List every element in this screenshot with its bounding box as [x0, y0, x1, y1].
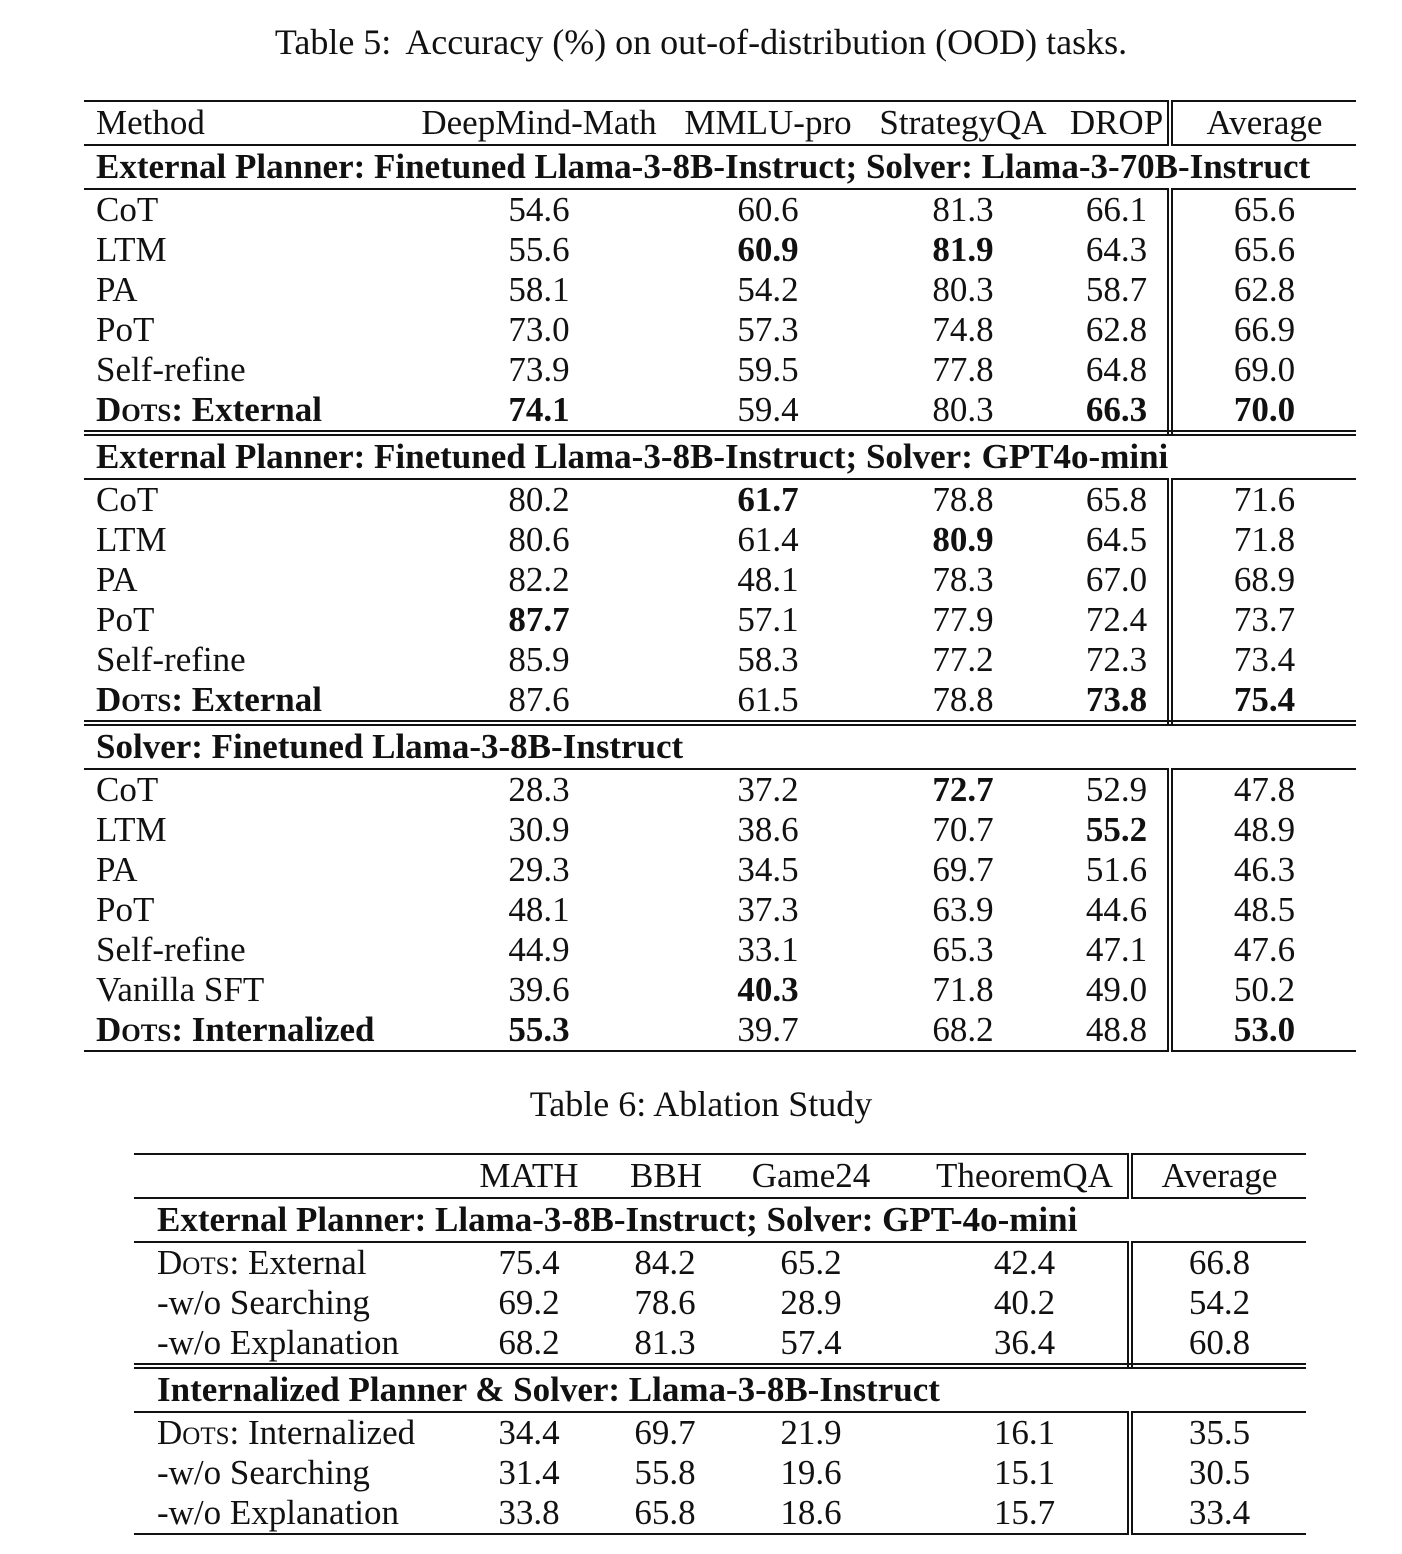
value-cell: 78.3 [932, 560, 994, 599]
value-cell: 78.8 [932, 480, 994, 519]
value-cell: 69.0 [1233, 350, 1296, 389]
value-cell: 61.4 [737, 520, 799, 559]
method-cell: CoT [96, 190, 159, 229]
value-cell: 30.9 [508, 810, 570, 849]
value-cell: 72.4 [1066, 600, 1170, 640]
value-cell: 54.6 [508, 190, 570, 229]
column-header: BBH [630, 1154, 700, 1198]
column-header: Method [84, 101, 402, 145]
value-cell: 60.8 [1130, 1323, 1306, 1366]
value-cell: 37.3 [737, 890, 799, 929]
section-title: External Planner: Finetuned Llama-3-8B-Instruct; Solver: GPT4o-mini [84, 433, 1356, 479]
column-header: Game24 [700, 1154, 922, 1198]
value-cell: 39.7 [676, 1010, 860, 1051]
method-cell: CoT [96, 770, 159, 809]
value-cell: 70.0 [1170, 390, 1356, 433]
table5 [84, 100, 1356, 1052]
method-cell: -w/o Searching [157, 1283, 370, 1322]
value-cell: 62.8 [1233, 270, 1296, 309]
value-cell: 69.2 [498, 1283, 560, 1322]
table-row [84, 600, 1356, 640]
value-cell: 19.6 [780, 1453, 842, 1492]
value-cell: 15.1 [922, 1453, 1130, 1493]
value-cell: 68.2 [428, 1323, 630, 1366]
method-cell [134, 1412, 428, 1453]
value-cell: 42.4 [922, 1242, 1130, 1283]
value-cell: 55.8 [634, 1453, 696, 1492]
method-cell: PoT [96, 600, 155, 639]
value-cell: 68.2 [860, 1010, 1066, 1051]
table-row [84, 970, 1356, 1010]
table-row [84, 930, 1356, 970]
column-header: Average [1130, 1154, 1306, 1198]
value-cell: 69.7 [932, 850, 994, 889]
value-cell: 66.3 [1066, 390, 1170, 433]
value-cell: 60.6 [737, 190, 799, 229]
value-cell: 48.5 [1233, 890, 1296, 929]
value-cell: 73.7 [1233, 600, 1296, 639]
table-row [84, 189, 1356, 230]
value-cell: 71.6 [1233, 480, 1296, 519]
table-row [84, 810, 1356, 850]
table5-caption [0, 22, 1402, 62]
method-cell [84, 390, 402, 433]
value-cell: 64.8 [1066, 350, 1170, 390]
value-cell: 48.1 [737, 560, 799, 599]
value-cell: 74.1 [402, 390, 676, 433]
value-cell: 85.9 [508, 640, 570, 679]
value-cell: 40.3 [737, 970, 799, 1009]
table-row [134, 1493, 1306, 1534]
value-cell: 47.1 [1066, 930, 1170, 970]
method-name-prefix: Dots [157, 1413, 230, 1452]
value-cell: 52.9 [1066, 769, 1170, 810]
method-name-prefix: Dots [157, 1243, 230, 1282]
value-cell: 69.7 [634, 1413, 696, 1452]
column-header: MMLU-pro [676, 101, 860, 145]
value-cell: 80.2 [508, 480, 570, 519]
value-cell: 28.9 [780, 1283, 842, 1322]
value-cell: 72.3 [1066, 640, 1170, 680]
value-cell: 54.2 [737, 270, 799, 309]
table-row [84, 560, 1356, 600]
table-row [134, 1283, 1306, 1323]
method-cell: PoT [96, 890, 155, 929]
table5-caption-text: Accuracy (%) on out-of-distribution (OOD) tasks. [405, 22, 1128, 62]
value-cell: 49.0 [1066, 970, 1170, 1010]
table-row [84, 850, 1356, 890]
method-name-suffix: : Internalized [171, 1010, 375, 1049]
method-cell: LTM [96, 520, 167, 559]
value-cell: 65.8 [1066, 479, 1170, 520]
method-name-suffix: : External [171, 680, 322, 719]
method-cell: Self-refine [96, 640, 246, 679]
section-header-row [84, 723, 1356, 769]
table-row [84, 1010, 1356, 1051]
method-cell [84, 1010, 402, 1051]
table-row [134, 1453, 1306, 1493]
value-cell: 35.5 [1188, 1413, 1251, 1452]
table-row [134, 1412, 1306, 1453]
method-cell: Self-refine [96, 350, 246, 389]
value-cell: 64.3 [1066, 230, 1170, 270]
section-title: External Planner: Finetuned Llama-3-8B-Instruct; Solver: Llama-3-70B-Instruct [84, 145, 1356, 189]
value-cell: 71.8 [932, 970, 994, 1009]
value-cell: 47.6 [1233, 930, 1296, 969]
value-cell: 28.3 [508, 770, 570, 809]
value-cell: 87.7 [508, 600, 570, 639]
value-cell: 63.9 [932, 890, 994, 929]
value-cell: 77.9 [932, 600, 994, 639]
table-row [84, 270, 1356, 310]
value-cell: 87.6 [402, 680, 676, 723]
value-cell: 37.2 [737, 770, 799, 809]
value-cell: 53.0 [1170, 1010, 1356, 1051]
method-cell: CoT [96, 480, 159, 519]
value-cell: 73.4 [1233, 640, 1296, 679]
table6-caption: Table 6: Ablation Study [529, 1084, 873, 1124]
value-cell: 57.4 [700, 1323, 922, 1366]
section-title: Internalized Planner & Solver: Llama-3-8B-Instruct [134, 1366, 1306, 1412]
value-cell: 80.9 [932, 520, 994, 559]
value-cell: 67.0 [1066, 560, 1170, 600]
value-cell: 33.8 [428, 1493, 630, 1534]
value-cell: 66.9 [1233, 310, 1296, 349]
table-row [84, 230, 1356, 270]
value-cell: 18.6 [700, 1493, 922, 1534]
value-cell: 60.9 [737, 230, 799, 269]
value-cell: 81.9 [932, 230, 994, 269]
value-cell: 78.6 [634, 1283, 696, 1322]
value-cell: 55.6 [508, 230, 570, 269]
value-cell: 71.8 [1233, 520, 1296, 559]
value-cell: 84.2 [634, 1243, 696, 1282]
value-cell: 80.3 [860, 390, 1066, 433]
value-cell: 58.1 [508, 270, 570, 309]
value-cell: 61.7 [737, 480, 799, 519]
table-row [134, 1242, 1306, 1283]
value-cell: 34.4 [498, 1413, 560, 1452]
method-name-prefix: Dots [96, 680, 172, 719]
value-cell: 80.6 [508, 520, 570, 559]
section-header-row [84, 145, 1356, 189]
value-cell: 44.9 [508, 930, 570, 969]
value-cell: 72.7 [932, 770, 994, 809]
value-cell: 38.6 [737, 810, 799, 849]
value-cell: 80.3 [932, 270, 994, 309]
value-cell: 68.9 [1233, 560, 1296, 599]
value-cell: 77.8 [932, 350, 994, 389]
table-row [84, 479, 1356, 520]
value-cell: 66.8 [1188, 1243, 1251, 1282]
method-cell [134, 1242, 428, 1283]
header-row [134, 1154, 1306, 1198]
value-cell: 73.9 [508, 350, 570, 389]
value-cell: 29.3 [508, 850, 570, 889]
value-cell: 65.8 [630, 1493, 700, 1534]
table-row [84, 310, 1356, 350]
method-cell: -w/o Explanation [134, 1493, 428, 1534]
value-cell: 15.7 [922, 1493, 1130, 1534]
method-cell: -w/o Searching [157, 1453, 370, 1492]
table-row [84, 769, 1356, 810]
value-cell: 61.5 [676, 680, 860, 723]
value-cell: 21.9 [780, 1413, 842, 1452]
method-name-suffix: : External [171, 390, 322, 429]
method-cell [84, 680, 402, 723]
table5-caption-label: Table 5: [274, 22, 392, 62]
column-header: TheoremQA [922, 1154, 1130, 1198]
value-cell: 51.6 [1066, 850, 1170, 890]
section-header-row [134, 1198, 1306, 1242]
value-cell: 82.2 [508, 560, 570, 599]
value-cell: 57.1 [737, 600, 799, 639]
column-header [134, 1154, 428, 1198]
method-cell: Vanilla SFT [96, 970, 265, 1009]
value-cell: 44.6 [1066, 890, 1170, 930]
value-cell: 74.8 [932, 310, 994, 349]
value-cell: 48.9 [1233, 810, 1296, 849]
value-cell: 75.4 [1170, 680, 1356, 723]
value-cell: 55.2 [1066, 810, 1170, 850]
method-name-suffix: : External [229, 1243, 367, 1282]
value-cell: 78.8 [860, 680, 1066, 723]
column-header: DeepMind-Math [402, 101, 676, 145]
section-title: External Planner: Llama-3-8B-Instruct; Solver: GPT-4o-mini [134, 1198, 1306, 1242]
column-header: Average [1170, 101, 1356, 145]
table-row [134, 1323, 1306, 1366]
method-cell: LTM [96, 810, 167, 849]
value-cell: 65.3 [932, 930, 994, 969]
method-cell: PA [96, 850, 138, 889]
method-cell: -w/o Explanation [134, 1323, 428, 1366]
value-cell: 58.7 [1066, 270, 1170, 310]
value-cell: 75.4 [498, 1243, 560, 1282]
value-cell: 40.2 [922, 1283, 1130, 1323]
value-cell: 59.4 [676, 390, 860, 433]
method-cell: PA [96, 560, 138, 599]
table6 [134, 1153, 1306, 1535]
value-cell: 73.0 [508, 310, 570, 349]
header-row [84, 101, 1356, 145]
value-cell: 34.5 [737, 850, 799, 889]
table-row [84, 640, 1356, 680]
value-cell: 31.4 [498, 1453, 560, 1492]
table-row [84, 520, 1356, 560]
value-cell: 48.1 [508, 890, 570, 929]
value-cell: 64.5 [1066, 520, 1170, 560]
column-header: StrategyQA [860, 101, 1066, 145]
table-row [84, 890, 1356, 930]
value-cell: 55.3 [402, 1010, 676, 1051]
value-cell: 65.6 [1233, 230, 1296, 269]
method-cell: PoT [96, 310, 155, 349]
section-header-row [84, 433, 1356, 479]
method-cell: LTM [96, 230, 167, 269]
value-cell: 33.1 [737, 930, 799, 969]
value-cell: 65.6 [1233, 190, 1296, 229]
value-cell: 36.4 [922, 1323, 1130, 1366]
method-name-suffix: : Internalized [229, 1413, 416, 1452]
value-cell: 57.3 [737, 310, 799, 349]
column-header: DROP [1066, 101, 1170, 145]
method-cell: PA [96, 270, 138, 309]
value-cell: 70.7 [932, 810, 994, 849]
value-cell: 81.3 [932, 190, 994, 229]
value-cell: 58.3 [737, 640, 799, 679]
value-cell: 65.2 [780, 1243, 842, 1282]
section-header-row [134, 1366, 1306, 1412]
value-cell: 66.1 [1066, 189, 1170, 230]
value-cell: 54.2 [1188, 1283, 1251, 1322]
value-cell: 46.3 [1233, 850, 1296, 889]
section-title: Solver: Finetuned Llama-3-8B-Instruct [84, 723, 1356, 769]
value-cell: 77.2 [932, 640, 994, 679]
value-cell: 33.4 [1130, 1493, 1306, 1534]
table-row [84, 680, 1356, 723]
value-cell: 30.5 [1188, 1453, 1251, 1492]
table-row [84, 350, 1356, 390]
value-cell: 50.2 [1233, 970, 1296, 1009]
method-name-prefix: Dots [96, 1010, 172, 1049]
value-cell: 59.5 [737, 350, 799, 389]
value-cell: 16.1 [922, 1412, 1130, 1453]
table-row [84, 390, 1356, 433]
value-cell: 81.3 [630, 1323, 700, 1366]
method-cell: Self-refine [96, 930, 246, 969]
value-cell: 73.8 [1066, 680, 1170, 723]
value-cell: 62.8 [1066, 310, 1170, 350]
value-cell: 47.8 [1233, 770, 1296, 809]
value-cell: 39.6 [508, 970, 570, 1009]
method-name-prefix: Dots [96, 390, 172, 429]
column-header: MATH [428, 1154, 630, 1198]
value-cell: 48.8 [1066, 1010, 1170, 1051]
